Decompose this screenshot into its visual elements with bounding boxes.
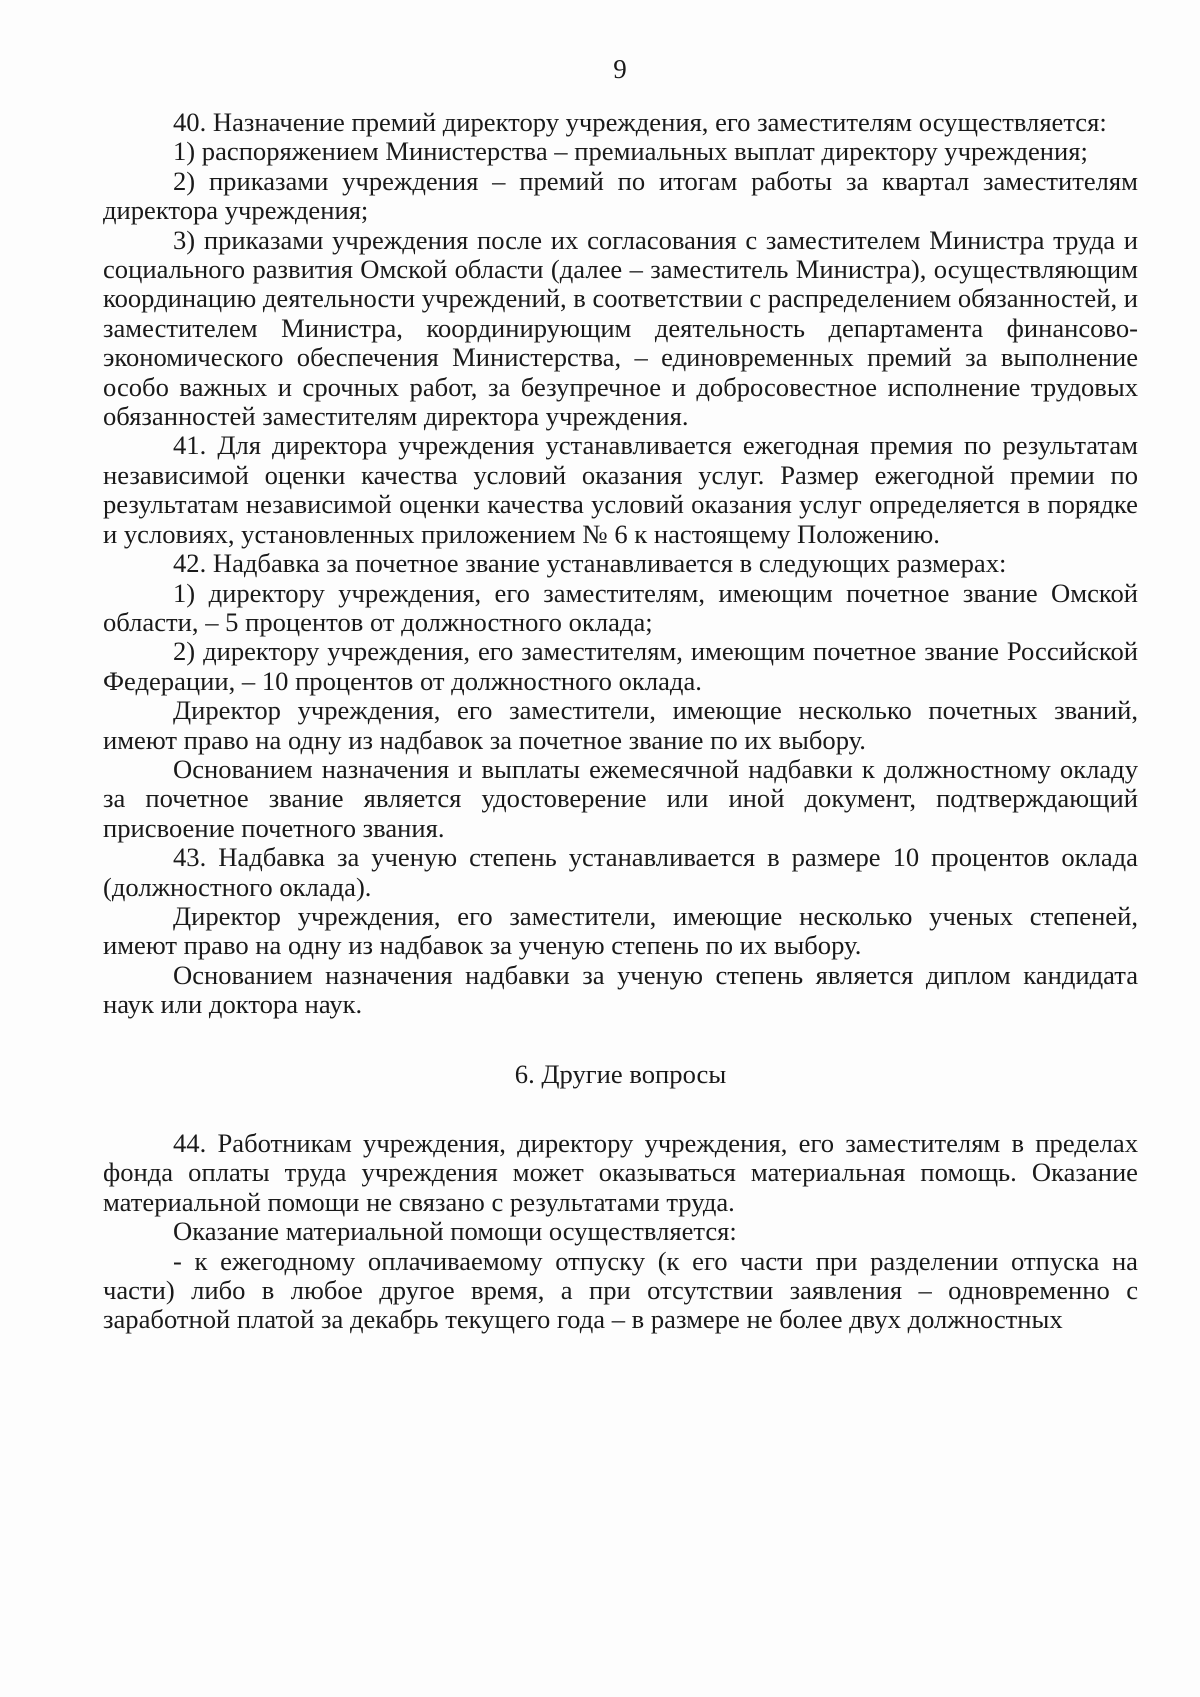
paragraph-43-basis: Основанием назначения надбавки за ученую степень является диплом кандидата наук или доктора наук. <box>103 959 1138 1020</box>
section-heading: 6. Другие вопросы <box>514 1058 727 1089</box>
document-body <box>103 108 1138 1335</box>
paragraph-43-note: Директор учреждения, его заместители, имеющие несколько ученых степеней, имеют право на одну из надбавок за ученую степень по их выбору. <box>103 900 1138 961</box>
paragraph-40-item-2: 2) приказами учреждения – премий по итогам работы за квартал заместителям директора учреждения; <box>103 165 1138 226</box>
paragraph-42-item-1: 1) директору учреждения, его заместителям, имеющим почетное звание Омской области, – 5 процентов от должностного оклада; <box>103 577 1138 637</box>
paragraph-44-item-1: - к ежегодному оплачиваемому отпуску (к его части при разделении отпуска на части) либо в любое другое время, а при отсутствии заявления – одновременно с заработной платой за декабрь текущего года – в размере не более двух должностных <box>103 1245 1138 1335</box>
paragraph-43: 43. Надбавка за ученую степень устанавливается в размере 10 процентов оклада (должностного оклада). <box>103 842 1138 902</box>
paragraph-40-item-1: 1) распоряжением Министерства – премиальных выплат директору учреждения; <box>173 136 1088 167</box>
paragraph-41: 41. Для директора учреждения устанавливается ежегодная премия по результатам независимой оценки качества условий оказания услуг. Размер ежегодной премии по результатам независимой оценки качества условий оказания услуг определяется в порядке и условиях, установленных приложением № 6 к настоящему Положению. <box>103 430 1138 549</box>
paragraph-44-intro: Оказание материальной помощи осуществляется: <box>173 1216 737 1247</box>
paragraph-42-basis: Основанием назначения и выплаты ежемесячной надбавки к должностному окладу за почетное звание является удостоверение или иной документ, подтверждающий присвоение почетного звания. <box>103 753 1138 843</box>
paragraph-40-intro: 40. Назначение премий директору учреждения, его заместителям осуществляется: <box>173 107 1107 137</box>
page-number: 9 <box>613 54 627 84</box>
paragraph-40-item-3: 3) приказами учреждения после их согласования с заместителем Министра труда и социального развития Омской области (далее – заместитель Министра), осуществляющим координацию деятельности учреждений, в соответствии с распределением обязанностей, и заместителем Министра, координирующим деятельность департамента финансово-экономического обеспечения Министерства, – единовременных премий за выполнение особо важных и срочных работ, за безупречное и добросовестное исполнение трудовых обязанностей заместителям директора учреждения. <box>103 224 1138 432</box>
paragraph-42-item-2: 2) директору учреждения, его заместителям, имеющим почетное звание Российской Федерации, – 10 процентов от должностного оклада. <box>103 636 1138 696</box>
paragraph-42-intro: 42. Надбавка за почетное звание устанавливается в следующих размерах: <box>173 548 1007 579</box>
paragraph-44: 44. Работникам учреждения, директору учреждения, его заместителям в пределах фонда оплаты труда учреждения может оказываться материальная помощь. Оказание материальной помощи не связано с результатами труда. <box>103 1128 1138 1217</box>
paragraph-42-note: Директор учреждения, его заместители, имеющие несколько почетных званий, имеют право на одну из надбавок за почетное звание по их выбору. <box>103 695 1138 755</box>
